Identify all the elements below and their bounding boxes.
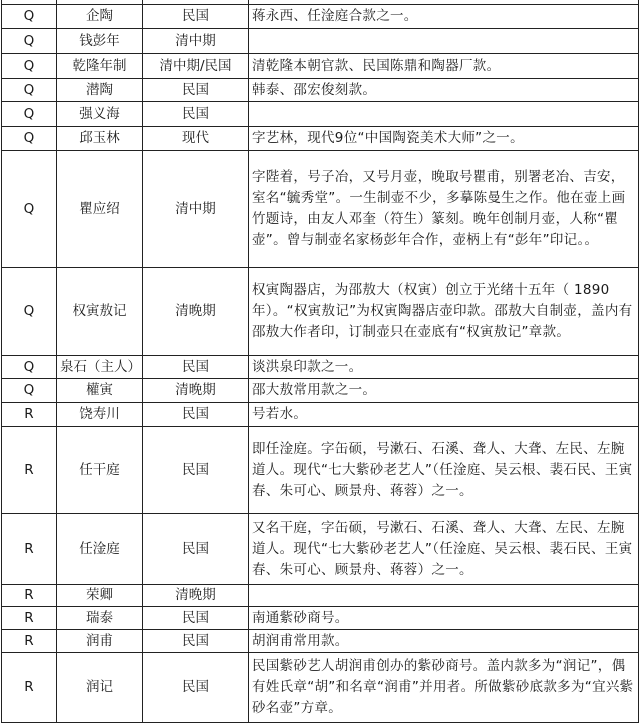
era-cell: 现代 xyxy=(143,127,249,151)
note-cell xyxy=(249,585,639,607)
mark-name-cell: 權寅 xyxy=(57,379,143,403)
table-row xyxy=(2,356,639,379)
initial-letter-cell: Q xyxy=(2,268,57,356)
initial-letter-cell: R xyxy=(2,403,57,427)
mark-name-cell: 泉石（主人） xyxy=(57,356,143,379)
mark-name-cell: 乾隆年制 xyxy=(57,54,143,79)
initial-letter-cell: R xyxy=(2,653,57,723)
table-row xyxy=(2,630,639,653)
mark-name-cell: 荣卿 xyxy=(57,585,143,607)
era-cell: 民国 xyxy=(143,79,249,102)
note-cell: 南通紫砂商号。 xyxy=(249,607,639,630)
table-row xyxy=(2,79,639,102)
initial-letter-cell: Q xyxy=(2,5,57,29)
note-cell xyxy=(249,102,639,127)
era-cell: 清晚期 xyxy=(143,268,249,356)
table-row xyxy=(2,514,639,585)
table-row xyxy=(2,102,639,127)
table-row xyxy=(2,607,639,630)
mark-name-cell: 润记 xyxy=(57,653,143,723)
note-cell: 权寅陶器店，为邵敖大（权寅）创立于光绪十五年（ 1890 年）。“权寅敖记”为权寅陶器店壶印款。邵敖大自制壶，盖内有邵敖大作者印，订制壶只在壶底有“权寅敖记”章款。 xyxy=(249,268,639,356)
note-cell: 胡润甫常用款。 xyxy=(249,630,639,653)
note-cell: 字艺林，现代9位“中国陶瓷美术大师”之一。 xyxy=(249,127,639,151)
mark-name-cell: 瑞泰 xyxy=(57,607,143,630)
table-row xyxy=(2,54,639,79)
note-cell xyxy=(249,29,639,54)
era-cell: 清晚期 xyxy=(143,379,249,403)
table-row xyxy=(2,585,639,607)
table-row xyxy=(2,268,639,356)
mark-name-cell: 润甫 xyxy=(57,630,143,653)
era-cell: 清晚期 xyxy=(143,585,249,607)
mark-name-cell: 强义海 xyxy=(57,102,143,127)
table-row xyxy=(2,151,639,268)
note-cell: 字陛着，号子冶，又号月壶，晚取号瞿甫，别署老冶、吉安，室名“毓秀堂”。一生制壶不少，多摹陈曼生之作。他在壶上画竹题诗，由友人邓奎（符生）篆刻。晚年创制月壶，人称“瞿壶”。曾与制壶名家杨彭年合作，壶柄上有“彭年”印记。。 xyxy=(249,151,639,268)
table-row xyxy=(2,5,639,29)
table-row xyxy=(2,653,639,723)
mark-name-cell: 任干庭 xyxy=(57,427,143,514)
table-row xyxy=(2,403,639,427)
note-cell: 邵大敖常用款之一。 xyxy=(249,379,639,403)
initial-letter-cell: Q xyxy=(2,29,57,54)
table-row xyxy=(2,379,639,403)
initial-letter-cell: Q xyxy=(2,127,57,151)
initial-letter-cell: Q xyxy=(2,79,57,102)
mark-name-cell: 潜陶 xyxy=(57,79,143,102)
initial-letter-cell: Q xyxy=(2,151,57,268)
mark-name-cell: 企陶 xyxy=(57,5,143,29)
note-cell: 蒋永西、任淦庭合款之一。 xyxy=(249,5,639,29)
initial-letter-cell: Q xyxy=(2,54,57,79)
initial-letter-cell: R xyxy=(2,427,57,514)
initial-letter-cell: Q xyxy=(2,356,57,379)
table-row xyxy=(2,127,639,151)
era-cell: 民国 xyxy=(143,102,249,127)
mark-name-cell: 钱彭年 xyxy=(57,29,143,54)
era-cell: 民国 xyxy=(143,427,249,514)
era-cell: 民国 xyxy=(143,653,249,723)
seal-mark-table xyxy=(1,0,639,723)
initial-letter-cell: R xyxy=(2,607,57,630)
mark-name-cell: 任淦庭 xyxy=(57,514,143,585)
mark-name-cell: 瞿应绍 xyxy=(57,151,143,268)
note-cell: 民国紫砂艺人胡润甫创办的紫砂商号。盖内款多为“润记”，偶有姓氏章“胡”和名章“润甫”并用者。所做紫砂底款多为“宜兴紫砂名壶”方章。 xyxy=(249,653,639,723)
era-cell: 民国 xyxy=(143,5,249,29)
mark-name-cell: 饶寿川 xyxy=(57,403,143,427)
initial-letter-cell: Q xyxy=(2,102,57,127)
era-cell: 清中期 xyxy=(143,151,249,268)
note-cell: 即任淦庭。字缶硕，号漱石、石溪、聋人、大聋、左民、左腕道人。现代“七大紫砂老艺人”（任淦庭、吴云根、裴石民、王寅春、朱可心、顾景舟、蒋蓉）之一。 xyxy=(249,427,639,514)
initial-letter-cell: Q xyxy=(2,379,57,403)
note-cell: 韩泰、邵宏俊刻款。 xyxy=(249,79,639,102)
mark-name-cell: 权寅敖记 xyxy=(57,268,143,356)
era-cell: 民国 xyxy=(143,403,249,427)
mark-name-cell: 邱玉林 xyxy=(57,127,143,151)
era-cell: 清中期/民国 xyxy=(143,54,249,79)
era-cell: 民国 xyxy=(143,514,249,585)
initial-letter-cell: R xyxy=(2,585,57,607)
note-cell: 清乾隆本朝官款、民国陈鼎和陶器厂款。 xyxy=(249,54,639,79)
initial-letter-cell: R xyxy=(2,514,57,585)
note-cell: 号若水。 xyxy=(249,403,639,427)
era-cell: 民国 xyxy=(143,630,249,653)
note-cell: 又名干庭，字缶硕，号漱石、石溪、聋人、大聋、左民、左腕道人。现代“七大紫砂老艺人”（任淦庭、吴云根、裴石民、王寅春、朱可心、顾景舟、蒋蓉）之一。 xyxy=(249,514,639,585)
table-row xyxy=(2,29,639,54)
note-cell: 谈洪泉印款之一。 xyxy=(249,356,639,379)
era-cell: 民国 xyxy=(143,607,249,630)
era-cell: 民国 xyxy=(143,356,249,379)
era-cell: 清中期 xyxy=(143,29,249,54)
initial-letter-cell: R xyxy=(2,630,57,653)
table-row xyxy=(2,427,639,514)
